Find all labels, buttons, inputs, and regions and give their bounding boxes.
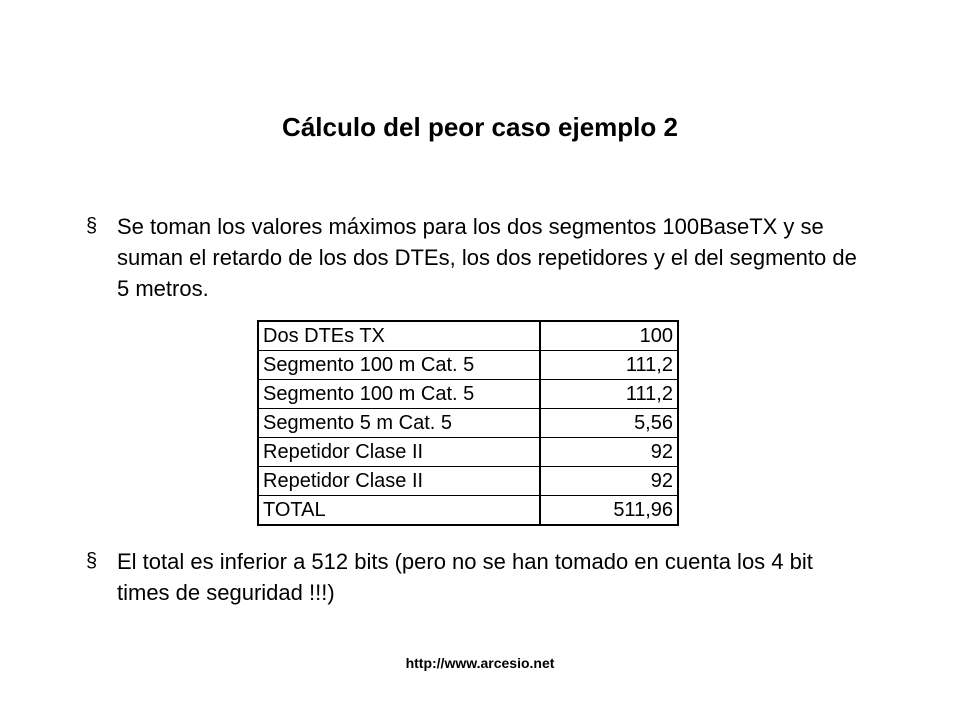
bullet-marker: § <box>86 550 98 572</box>
row-label: TOTAL <box>258 496 540 526</box>
row-label: Repetidor Clase II <box>258 467 540 496</box>
table-row <box>258 321 678 351</box>
row-label: Dos DTEs TX <box>258 321 540 351</box>
bullet-marker: § <box>86 215 98 237</box>
table-row <box>258 409 678 438</box>
row-value: 111,2 <box>540 351 678 380</box>
table-row <box>258 351 678 380</box>
row-value: 511,96 <box>540 496 678 526</box>
row-value: 111,2 <box>540 380 678 409</box>
bullet-item <box>86 211 886 304</box>
table-row <box>258 438 678 467</box>
row-label: Segmento 100 m Cat. 5 <box>258 351 540 380</box>
row-value: 5,56 <box>540 409 678 438</box>
bullet-item <box>86 546 886 608</box>
row-value: 100 <box>540 321 678 351</box>
row-label: Segmento 100 m Cat. 5 <box>258 380 540 409</box>
slide-title: Cálculo del peor caso ejemplo 2 <box>282 112 678 142</box>
row-value: 92 <box>540 438 678 467</box>
row-value: 92 <box>540 467 678 496</box>
table-row <box>258 467 678 496</box>
row-label: Repetidor Clase II <box>258 438 540 467</box>
row-label: Segmento 5 m Cat. 5 <box>258 409 540 438</box>
bullet-text: El total es inferior a 512 bits (pero no se han tomado en cuenta los 4 bit times de seguridad !!!) <box>117 549 813 605</box>
table-row <box>258 380 678 409</box>
bullet-text: Se toman los valores máximos para los dos segmentos 100BaseTX y se suman el retardo de los dos DTEs, los dos repetidores y el del segmento de 5 metros. <box>117 214 857 301</box>
delay-table <box>257 320 679 526</box>
table-row-total <box>258 496 678 526</box>
footer-url: http://www.arcesio.net <box>405 655 555 671</box>
